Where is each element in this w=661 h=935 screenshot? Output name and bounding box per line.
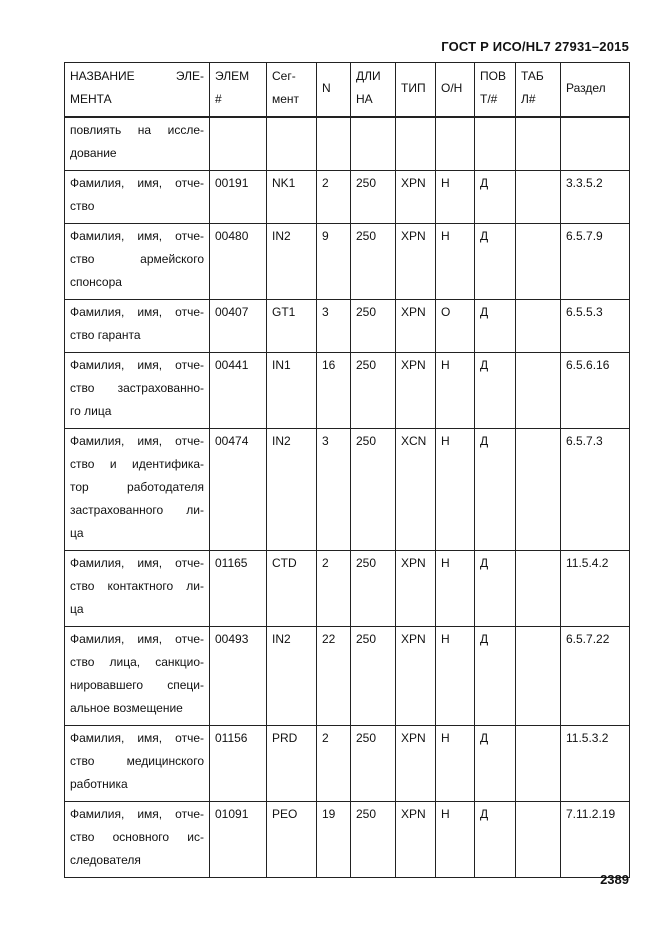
segment-cell: PRD: [267, 726, 317, 802]
length-cell: 250: [351, 726, 396, 802]
element-name-cell: [65, 353, 210, 429]
elem-cell: [210, 117, 267, 171]
table-row: [65, 171, 630, 224]
repeat-cell: Д: [475, 224, 516, 300]
header-line: ПОВ: [480, 69, 506, 83]
header-line: Раздел: [566, 80, 606, 95]
n-cell: [317, 117, 351, 171]
length-cell: 250: [351, 551, 396, 627]
type-cell: XPN: [396, 551, 436, 627]
element-name-line: ца: [70, 526, 84, 540]
segment-cell: IN2: [267, 627, 317, 726]
element-name-line: Фамилия, имя, отче-: [70, 632, 204, 646]
table-ref-cell: [516, 802, 561, 878]
table-ref-cell: [516, 117, 561, 171]
table-row: [65, 224, 630, 300]
col-header-on: [436, 63, 475, 118]
col-header-length: [351, 63, 396, 118]
type-cell: XPN: [396, 224, 436, 300]
length-cell: 250: [351, 353, 396, 429]
col-header-n: [317, 63, 351, 118]
elem-cell: 00474: [210, 429, 267, 551]
header-line: О/Н: [441, 80, 463, 95]
length-cell: 250: [351, 627, 396, 726]
type-cell: XPN: [396, 627, 436, 726]
header-line: ДЛИ: [356, 69, 381, 83]
section-cell: 6.5.5.3: [561, 300, 630, 353]
elements-table: [64, 62, 630, 878]
n-cell: 9: [317, 224, 351, 300]
col-header-segment: [267, 63, 317, 118]
table-row: [65, 802, 630, 878]
elem-cell: 00441: [210, 353, 267, 429]
header-line: Сег-: [272, 69, 296, 83]
table-header-row: [65, 63, 630, 118]
col-header-repeat: [475, 63, 516, 118]
table-ref-cell: [516, 627, 561, 726]
element-name-line: ство медицинского: [70, 754, 204, 768]
elem-cell: 00480: [210, 224, 267, 300]
element-name-line: Фамилия, имя, отче-: [70, 434, 204, 448]
section-cell: 6.5.7.9: [561, 224, 630, 300]
header-line: мент: [272, 92, 300, 106]
element-name-line: го лица: [70, 404, 112, 418]
type-cell: XPN: [396, 726, 436, 802]
element-name-line: следователя: [70, 853, 141, 867]
on-cell: Н: [436, 726, 475, 802]
table-body: [65, 117, 630, 878]
element-name-line: ство гаранта: [70, 328, 141, 342]
segment-cell: PEO: [267, 802, 317, 878]
table-ref-cell: [516, 551, 561, 627]
document-code: ГОСТ Р ИСО/HL7 27931–2015: [441, 39, 629, 54]
on-cell: О: [436, 300, 475, 353]
section-cell: 6.5.7.3: [561, 429, 630, 551]
element-name-line: Фамилия, имя, отче-: [70, 358, 204, 372]
section-cell: 11.5.4.2: [561, 551, 630, 627]
on-cell: Н: [436, 551, 475, 627]
n-cell: 22: [317, 627, 351, 726]
table-ref-cell: [516, 224, 561, 300]
table-row: [65, 353, 630, 429]
section-cell: 7.11.2.19: [561, 802, 630, 878]
repeat-cell: Д: [475, 171, 516, 224]
col-header-table: [516, 63, 561, 118]
length-cell: 250: [351, 429, 396, 551]
header-line: #: [215, 92, 222, 106]
element-name-cell: [65, 429, 210, 551]
segment-cell: [267, 117, 317, 171]
segment-cell: CTD: [267, 551, 317, 627]
col-header-type: [396, 63, 436, 118]
header-line: НА: [356, 92, 373, 106]
element-name-line: Фамилия, имя, отче-: [70, 807, 204, 821]
table-ref-cell: [516, 171, 561, 224]
repeat-cell: Д: [475, 429, 516, 551]
table-row: [65, 429, 630, 551]
element-name-line: ство контактного ли-: [70, 579, 204, 593]
section-cell: 3.3.5.2: [561, 171, 630, 224]
element-name-cell: [65, 551, 210, 627]
on-cell: Н: [436, 429, 475, 551]
n-cell: 19: [317, 802, 351, 878]
header-line: ЭЛЕМ: [215, 69, 250, 83]
elem-cell: 00191: [210, 171, 267, 224]
n-cell: 3: [317, 429, 351, 551]
table-row: [65, 117, 630, 171]
element-name-line: ца: [70, 602, 84, 616]
col-header-section: [561, 63, 630, 118]
segment-cell: IN2: [267, 429, 317, 551]
element-name-line: Фамилия, имя, отче-: [70, 305, 204, 319]
segment-cell: IN1: [267, 353, 317, 429]
element-name-line: Фамилия, имя, отче-: [70, 229, 204, 243]
elem-cell: 00493: [210, 627, 267, 726]
element-name-line: ство и идентифика-: [70, 457, 204, 471]
element-name-line: ство застрахованно-: [70, 381, 204, 395]
element-name-line: альное возмещение: [70, 701, 183, 715]
length-cell: 250: [351, 171, 396, 224]
header-line: НАЗВАНИЕ ЭЛЕ-: [70, 69, 204, 83]
elem-cell: 01165: [210, 551, 267, 627]
element-name-cell: [65, 224, 210, 300]
type-cell: XCN: [396, 429, 436, 551]
n-cell: 2: [317, 171, 351, 224]
repeat-cell: Д: [475, 802, 516, 878]
header-line: Л#: [521, 92, 536, 106]
col-header-name: [65, 63, 210, 118]
on-cell: Н: [436, 224, 475, 300]
header-line: Т/#: [480, 92, 498, 106]
on-cell: Н: [436, 171, 475, 224]
n-cell: 2: [317, 551, 351, 627]
type-cell: [396, 117, 436, 171]
repeat-cell: Д: [475, 551, 516, 627]
length-cell: 250: [351, 224, 396, 300]
repeat-cell: [475, 117, 516, 171]
table-row: [65, 627, 630, 726]
repeat-cell: Д: [475, 627, 516, 726]
table-row: [65, 300, 630, 353]
section-cell: 11.5.3.2: [561, 726, 630, 802]
element-name-line: Фамилия, имя, отче-: [70, 731, 204, 745]
table-row: [65, 726, 630, 802]
element-name-line: ство основного ис-: [70, 830, 204, 844]
element-name-line: ство армейского: [70, 252, 204, 266]
table-row: [65, 551, 630, 627]
element-name-line: застрахованного ли-: [70, 503, 204, 517]
length-cell: [351, 117, 396, 171]
element-name-line: Фамилия, имя, отче-: [70, 556, 204, 570]
element-name-cell: [65, 627, 210, 726]
header-line: ТИП: [401, 80, 426, 95]
element-name-line: ство: [70, 199, 95, 213]
element-name-cell: [65, 117, 210, 171]
section-cell: 6.5.6.16: [561, 353, 630, 429]
on-cell: Н: [436, 353, 475, 429]
type-cell: XPN: [396, 802, 436, 878]
on-cell: Н: [436, 802, 475, 878]
header-line: ТАБ: [521, 69, 544, 83]
element-name-line: повлиять на иссле-: [70, 123, 204, 137]
element-name-line: дование: [70, 146, 117, 160]
header-line: N: [322, 80, 331, 95]
header-line: МЕНТА: [70, 92, 112, 106]
repeat-cell: Д: [475, 300, 516, 353]
section-cell: [561, 117, 630, 171]
table-ref-cell: [516, 429, 561, 551]
repeat-cell: Д: [475, 353, 516, 429]
element-name-line: нировавшего специ-: [70, 678, 204, 692]
element-name-line: тор работодателя: [70, 480, 204, 494]
segment-cell: IN2: [267, 224, 317, 300]
elem-cell: 01156: [210, 726, 267, 802]
segment-cell: NK1: [267, 171, 317, 224]
element-name-cell: [65, 171, 210, 224]
element-name-cell: [65, 726, 210, 802]
table-ref-cell: [516, 353, 561, 429]
element-name-line: спонсора: [70, 275, 122, 289]
n-cell: 3: [317, 300, 351, 353]
segment-cell: GT1: [267, 300, 317, 353]
on-cell: [436, 117, 475, 171]
element-name-cell: [65, 300, 210, 353]
element-name-cell: [65, 802, 210, 878]
col-header-elem: [210, 63, 267, 118]
type-cell: XPN: [396, 300, 436, 353]
page-number: 2389: [600, 872, 629, 887]
element-name-line: работника: [70, 777, 128, 791]
section-cell: 6.5.7.22: [561, 627, 630, 726]
length-cell: 250: [351, 300, 396, 353]
n-cell: 2: [317, 726, 351, 802]
element-name-line: Фамилия, имя, отче-: [70, 176, 204, 190]
table-ref-cell: [516, 300, 561, 353]
on-cell: Н: [436, 627, 475, 726]
n-cell: 16: [317, 353, 351, 429]
type-cell: XPN: [396, 353, 436, 429]
table-ref-cell: [516, 726, 561, 802]
elem-cell: 01091: [210, 802, 267, 878]
length-cell: 250: [351, 802, 396, 878]
repeat-cell: Д: [475, 726, 516, 802]
type-cell: XPN: [396, 171, 436, 224]
elem-cell: 00407: [210, 300, 267, 353]
element-name-line: ство лица, санкцио-: [70, 655, 204, 669]
